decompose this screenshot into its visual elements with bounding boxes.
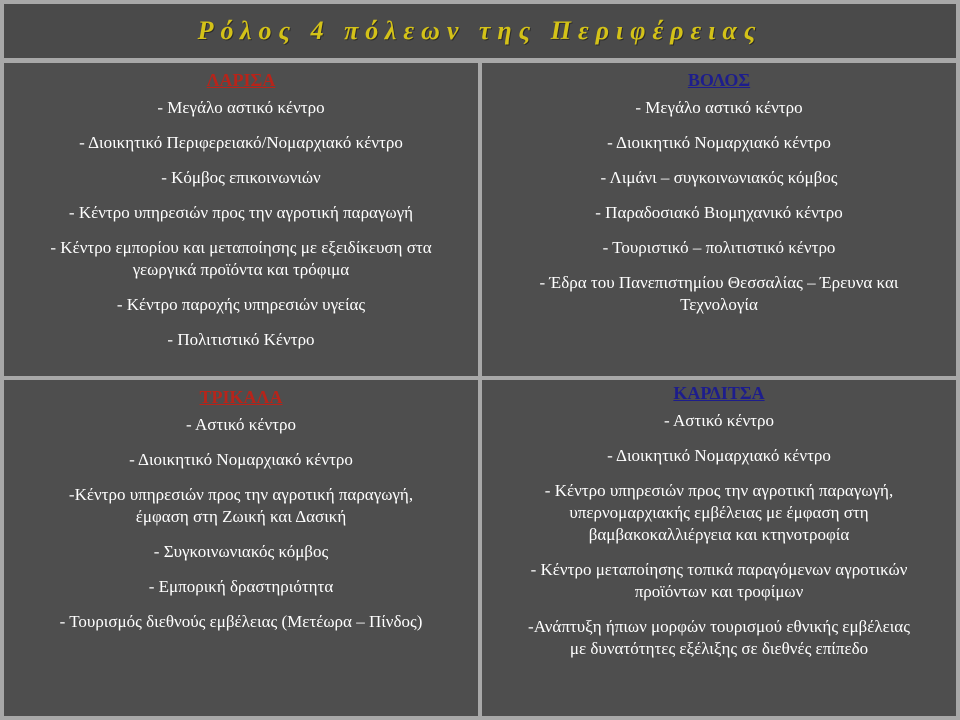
city-name-trikala: ΤΡΙΚΑΛΑ xyxy=(199,387,283,407)
list-item: - Πολιτιστικό Κέντρο xyxy=(167,330,315,349)
list-item: - Λιμάνι – συγκοινωνιακός κόμβος xyxy=(600,168,838,187)
list-item: - Διοικητικό Νομαρχιακό κέντρο xyxy=(607,133,831,152)
panel-karditsa xyxy=(482,380,956,716)
list-item: - Συγκοινωνιακός κόμβος xyxy=(153,542,329,561)
list-item: -Ανάπτυξη ήπιων μορφών τουρισμού εθνικής εμβέλειας με δυνατότητες εξέλιξης σε διεθνές επίπεδο xyxy=(528,617,910,658)
list-item: - Παραδοσιακό Βιομηχανικό κέντρο xyxy=(595,203,843,222)
list-item: - Αστικό κέντρο xyxy=(186,415,296,434)
list-item: - Τουρισμός διεθνούς εμβέλειας (Μετέωρα – Πίνδος) xyxy=(59,612,423,631)
city-name-volos: ΒΟΛΟΣ xyxy=(687,70,751,90)
list-item: - Κέντρο εμπορίου και μεταποίησης με εξειδίκευση στα γεωργικά προϊόντα και τρόφιμα xyxy=(50,238,432,279)
list-item: - Κέντρο υπηρεσιών προς την αγροτική παραγωγή xyxy=(68,203,414,222)
title-bar xyxy=(4,4,956,58)
city-name-larisa: ΛΑΡΙΣΑ xyxy=(206,70,276,90)
list-item: - Μεγάλο αστικό κέντρο xyxy=(157,98,325,117)
list-item: - Αστικό κέντρο xyxy=(664,411,774,430)
list-item: - Μεγάλο αστικό κέντρο xyxy=(635,98,803,117)
list-item: - Εμπορική δραστηριότητα xyxy=(148,577,334,596)
list-item: - Διοικητικό Νομαρχιακό κέντρο xyxy=(129,450,353,469)
list-item: -Κέντρο υπηρεσιών προς την αγροτική παραγωγή, έμφαση στη Ζωική και Δασική xyxy=(68,485,414,526)
slide-title: Ρόλος 4 πόλεων της Περιφέρειας xyxy=(197,16,763,45)
list-item: - Κόμβος επικοινωνιών xyxy=(161,168,321,187)
city-name-karditsa: ΚΑΡΔΙΤΣΑ xyxy=(673,383,765,403)
panel-volos xyxy=(482,63,956,376)
panel-larisa xyxy=(4,63,478,376)
list-item: - Διοικητικό Περιφερειακό/Νομαρχιακό κέντρο xyxy=(79,133,403,152)
panel-trikala xyxy=(4,380,478,716)
list-item: - Κέντρο παροχής υπηρεσιών υγείας xyxy=(116,295,366,314)
list-item: - Κέντρο μεταποίησης τοπικά παραγόμενων αγροτικών προϊόντων και τροφίμων xyxy=(530,560,908,601)
list-item: - Έδρα του Πανεπιστημίου Θεσσαλίας – Έρευνα και Τεχνολογία xyxy=(539,273,899,314)
list-item: - Τουριστικό – πολιτιστικό κέντρο xyxy=(602,238,836,257)
list-item: - Κέντρο υπηρεσιών προς την αγροτική παραγωγή, υπερνομαρχιακής εμβέλειας με έμφαση στη βαμβακοκαλλιέργεια και κτηνοτροφία xyxy=(544,481,894,544)
list-item: - Διοικητικό Νομαρχιακό κέντρο xyxy=(607,446,831,465)
